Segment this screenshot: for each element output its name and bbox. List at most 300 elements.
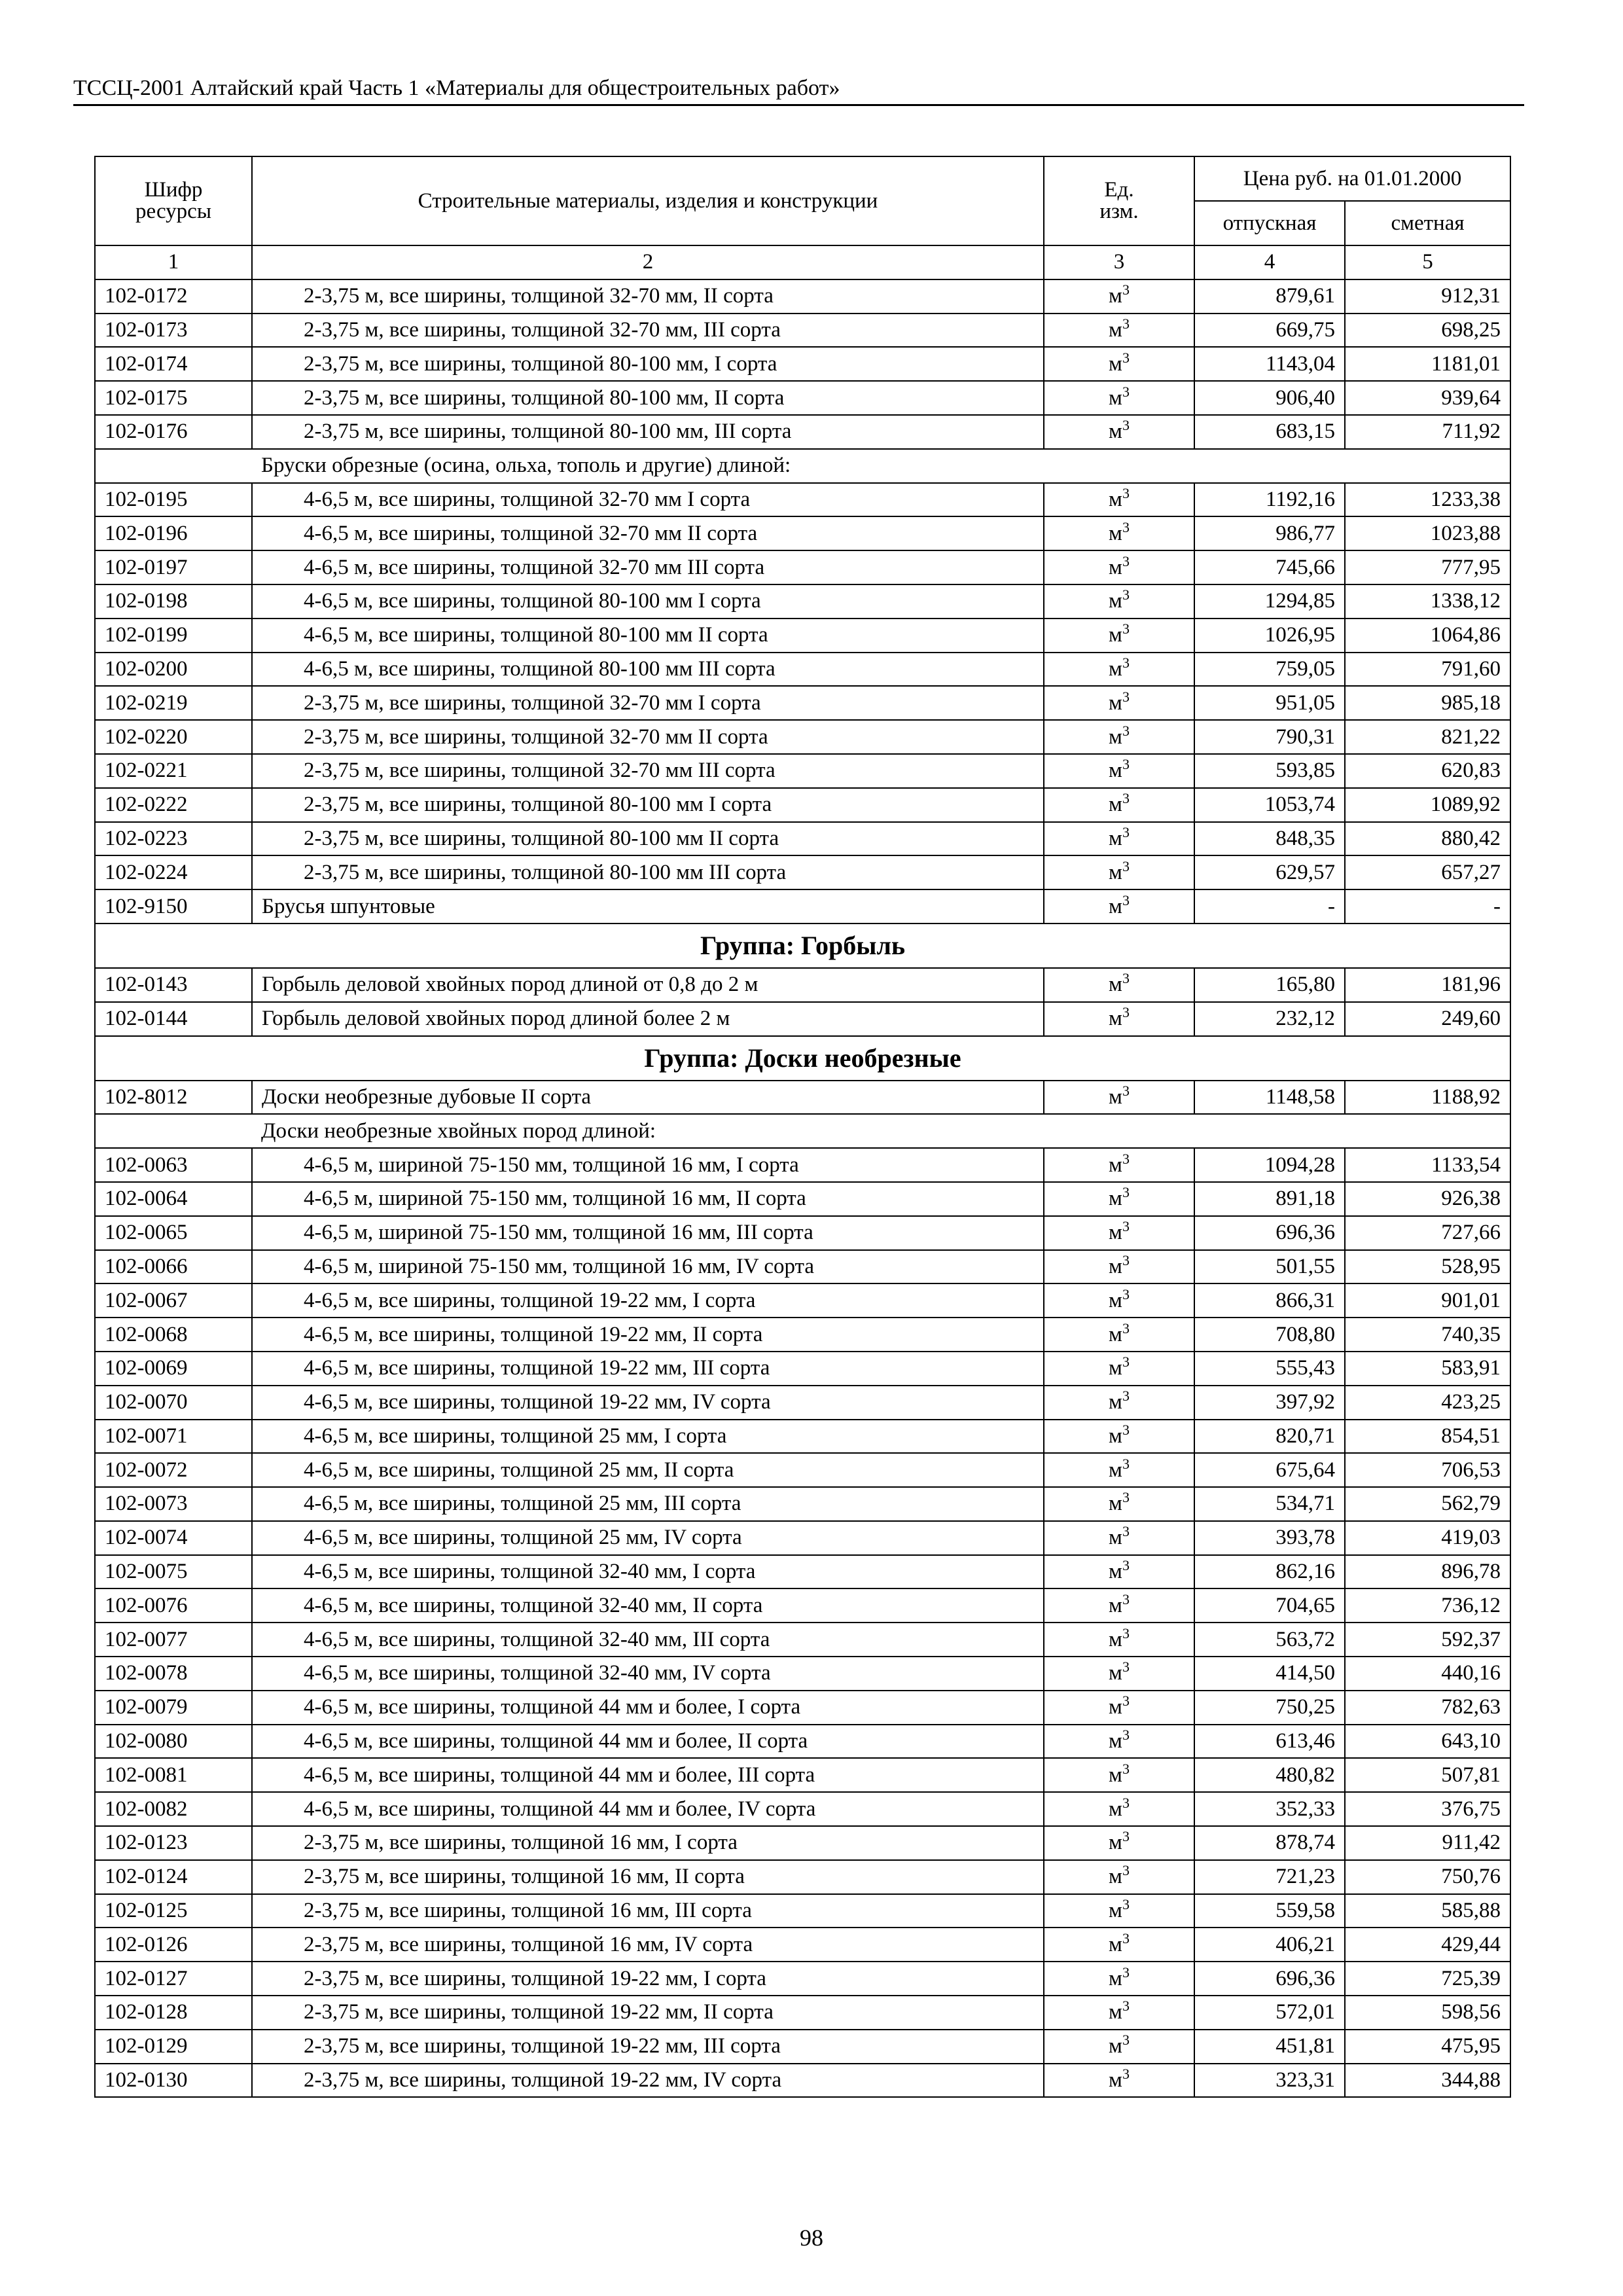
table-row [95,1081,1510,1115]
unit-superscript: 3 [1122,1557,1130,1574]
resource-code: 102-0078 [95,1657,252,1691]
resource-code: 102-0222 [95,788,252,822]
release-price: 393,78 [1194,1521,1345,1555]
resource-code: 102-0195 [95,483,252,517]
resource-code: 102-0219 [95,686,252,720]
unit-cell [1044,1182,1194,1216]
table-row [95,1657,1510,1691]
table-row [95,1002,1510,1036]
unit-superscript: 3 [1122,1354,1130,1371]
estimate-price: 926,38 [1345,1182,1510,1216]
release-price: 572,01 [1194,1996,1345,2030]
resource-code: 102-0144 [95,1002,252,1036]
unit-superscript: 3 [1122,1388,1130,1405]
resource-code: 102-0196 [95,516,252,550]
empty-code-cell [95,449,252,483]
release-price: 669,75 [1194,314,1345,348]
estimate-price: 376,75 [1345,1792,1510,1826]
unit-cell [1044,754,1194,788]
table-row [95,1148,1510,1182]
table-row [95,968,1510,1002]
table-row [95,1826,1510,1860]
unit-cell [1044,653,1194,687]
material-description: Горбыль деловой хвойных пород длиной от 0,8 до 2 м [252,968,1044,1002]
unit-superscript: 3 [1122,518,1130,535]
unit-text: м [1109,860,1122,884]
unit-superscript: 3 [1122,1862,1130,1879]
unit-text: м [1109,1153,1122,1177]
table-row [95,550,1510,584]
estimate-price: - [1345,889,1510,924]
resource-code: 102-0223 [95,822,252,856]
estimate-price: 249,60 [1345,1002,1510,1036]
unit-text: м [1109,420,1122,444]
unit-text: м [1109,1729,1122,1753]
estimate-price: 1338,12 [1345,584,1510,619]
table-row [95,822,1510,856]
column-header-release-price: отпускная [1194,201,1345,245]
material-description: 2-3,75 м, все ширины, толщиной 19-22 мм, I сорта [252,1962,1044,1996]
estimate-price: 1064,86 [1345,619,1510,653]
unit-text: м [1109,351,1122,376]
release-price: 593,85 [1194,754,1345,788]
resource-code: 102-0082 [95,1792,252,1826]
unit-superscript: 3 [1122,1285,1130,1302]
column-header-name: Строительные материалы, изделия и конструкции [252,156,1044,245]
unit-cell [1044,1216,1194,1250]
unit-cell [1044,1623,1194,1657]
unit-superscript: 3 [1122,654,1130,671]
unit-text: м [1109,1899,1122,1923]
material-description: 4-6,5 м, все ширины, толщиной 32-70 мм III сорта [252,550,1044,584]
price-table-body [95,279,1510,2098]
material-description: 4-6,5 м, шириной 75-150 мм, толщиной 16 мм, IV сорта [252,1250,1044,1284]
estimate-price: 1089,92 [1345,788,1510,822]
resource-code: 102-9150 [95,889,252,924]
resource-code: 102-0071 [95,1420,252,1454]
material-description: 2-3,75 м, все ширины, толщиной 32-70 мм, III сорта [252,314,1044,348]
material-description: 4-6,5 м, все ширины, толщиной 80-100 мм III сорта [252,653,1044,687]
unit-cell [1044,686,1194,720]
unit-cell [1044,1386,1194,1420]
release-price: 683,15 [1194,415,1345,449]
unit-cell [1044,381,1194,415]
resource-code: 102-0197 [95,550,252,584]
unit-cell [1044,889,1194,924]
resource-code: 102-8012 [95,1081,252,1115]
material-description: 4-6,5 м, все ширины, толщиной 80-100 мм II сорта [252,619,1044,653]
unit-text: м [1109,973,1122,997]
estimate-price: 791,60 [1345,653,1510,687]
release-price: 721,23 [1194,1860,1345,1894]
unit-cell [1044,415,1194,449]
table-row [95,1352,1510,1386]
estimate-price: 592,37 [1345,1623,1510,1657]
unit-text: м [1109,487,1122,511]
table-row [95,788,1510,822]
unit-text: м [1109,1254,1122,1278]
material-description: 2-3,75 м, все ширины, толщиной 19-22 мм, III сорта [252,2030,1044,2064]
material-description: 2-3,75 м, все ширины, толщиной 80-100 мм III сорта [252,855,1044,889]
unit-cell [1044,968,1194,1002]
release-price: 696,36 [1194,1962,1345,1996]
material-description: 4-6,5 м, шириной 75-150 мм, толщиной 16 мм, II сорта [252,1182,1044,1216]
unit-superscript: 3 [1122,1523,1130,1540]
release-price: 1094,28 [1194,1148,1345,1182]
unit-cell [1044,1657,1194,1691]
page-number: 98 [800,2225,823,2251]
estimate-price: 423,25 [1345,1386,1510,1420]
material-description: 2-3,75 м, все ширины, толщиной 19-22 мм, II сорта [252,1996,1044,2030]
unit-cell [1044,1453,1194,1487]
unit-superscript: 3 [1122,586,1130,603]
resource-code: 102-0143 [95,968,252,1002]
table-row [95,516,1510,550]
estimate-price: 1233,38 [1345,483,1510,517]
release-price: 1294,85 [1194,584,1345,619]
resource-code: 102-0068 [95,1318,252,1352]
estimate-price: 727,66 [1345,1216,1510,1250]
material-description: 4-6,5 м, все ширины, толщиной 19-22 мм, III сорта [252,1352,1044,1386]
resource-code: 102-0175 [95,381,252,415]
table-row [95,1962,1510,1996]
unit-text: м [1109,555,1122,579]
material-description: 4-6,5 м, все ширины, толщиной 44 мм и более, III сорта [252,1758,1044,1792]
material-description: 2-3,75 м, все ширины, толщиной 32-70 мм, II сорта [252,279,1044,314]
unit-cell [1044,1352,1194,1386]
unit-text: м [1109,1187,1122,1211]
table-row [95,1691,1510,1725]
material-description: 2-3,75 м, все ширины, толщиной 16 мм, III сорта [252,1894,1044,1928]
estimate-price: 901,01 [1345,1283,1510,1318]
material-description: 2-3,75 м, все ширины, толщиной 16 мм, IV сорта [252,1928,1044,1962]
material-description: Горбыль деловой хвойных пород длиной более 2 м [252,1002,1044,1036]
unit-text: м [1109,691,1122,715]
material-description: Брусья шпунтовые [252,889,1044,924]
unit-text: м [1109,759,1122,783]
unit-superscript: 3 [1122,1896,1130,1913]
release-price: 397,92 [1194,1386,1345,1420]
unit-text: м [1109,1526,1122,1550]
table-row [95,754,1510,788]
unit-superscript: 3 [1122,1659,1130,1676]
unit-text: м [1109,1356,1122,1380]
unit-superscript: 3 [1122,891,1130,908]
unit-cell [1044,1691,1194,1725]
estimate-price: 1181,01 [1345,347,1510,381]
unit-superscript: 3 [1122,1082,1130,1099]
resource-code: 102-0072 [95,1453,252,1487]
resource-code: 102-0125 [95,1894,252,1928]
release-price: 750,25 [1194,1691,1345,1725]
column-number: 4 [1194,245,1345,279]
unit-text: м [1109,1492,1122,1516]
estimate-price: 821,22 [1345,720,1510,754]
release-price: 879,61 [1194,279,1345,314]
material-description: 4-6,5 м, все ширины, толщиной 32-70 мм II сорта [252,516,1044,550]
unit-superscript: 3 [1122,688,1130,705]
unit-text: м [1109,521,1122,545]
estimate-price: 706,53 [1345,1453,1510,1487]
unit-text: м [1109,1932,1122,1956]
table-row [95,855,1510,889]
unit-superscript: 3 [1122,281,1130,298]
unit-superscript: 3 [1122,1760,1130,1777]
release-price: 759,05 [1194,653,1345,687]
unit-cell [1044,347,1194,381]
table-row [95,1453,1510,1487]
resource-code: 102-0126 [95,1928,252,1962]
table-row [95,653,1510,687]
empty-code-cell [95,1114,252,1148]
release-price: 406,21 [1194,1928,1345,1962]
table-row [95,1318,1510,1352]
unit-cell [1044,720,1194,754]
resource-code: 102-0127 [95,1962,252,1996]
unit-text: м [1109,386,1122,410]
unit-cell [1044,2064,1194,2098]
unit-cell [1044,483,1194,517]
release-price: 745,66 [1194,550,1345,584]
group-heading-row [95,1036,1510,1081]
estimate-price: 740,35 [1345,1318,1510,1352]
unit-cell [1044,1081,1194,1115]
unit-text: м [1109,656,1122,681]
unit-superscript: 3 [1122,1998,1130,2015]
material-description: 4-6,5 м, все ширины, толщиной 32-40 мм, II сорта [252,1588,1044,1623]
estimate-price: 711,92 [1345,415,1510,449]
column-header-price: Цена руб. на 01.01.2000 [1194,156,1510,201]
material-description: 2-3,75 м, все ширины, толщиной 80-100 мм, III сорта [252,415,1044,449]
release-price: 232,12 [1194,1002,1345,1036]
estimate-price: 880,42 [1345,822,1510,856]
document-header-title: ТССЦ-2001 Алтайский край Часть 1 «Материалы для общестроительных работ» [73,76,840,100]
estimate-price: 1133,54 [1345,1148,1510,1182]
resource-code: 102-0128 [95,1996,252,2030]
table-row [95,314,1510,348]
release-price: 862,16 [1194,1555,1345,1589]
unit-cell [1044,619,1194,653]
material-description: 4-6,5 м, все ширины, толщиной 25 мм, I сорта [252,1420,1044,1454]
material-description: 2-3,75 м, все ширины, толщиной 19-22 мм, IV сорта [252,2064,1044,2098]
resource-code: 102-0073 [95,1487,252,1521]
unit-cell [1044,1555,1194,1589]
unit-superscript: 3 [1122,722,1130,739]
resource-code: 102-0174 [95,347,252,381]
release-price: 629,57 [1194,855,1345,889]
material-description: 2-3,75 м, все ширины, толщиной 80-100 мм, II сорта [252,381,1044,415]
unit-cell [1044,2030,1194,2064]
table-row [95,381,1510,415]
unit-text: м [1109,1797,1122,1821]
release-price: 951,05 [1194,686,1345,720]
unit-cell [1044,516,1194,550]
unit-text: м [1109,894,1122,918]
table-row [95,686,1510,720]
material-description: 4-6,5 м, все ширины, толщиной 32-40 мм, IV сорта [252,1657,1044,1691]
unit-superscript: 3 [1122,1251,1130,1268]
group-heading-row [95,924,1510,968]
unit-cell [1044,1928,1194,1962]
estimate-price: 736,12 [1345,1588,1510,1623]
estimate-price: 475,95 [1345,2030,1510,2064]
material-description: 4-6,5 м, все ширины, толщиной 44 мм и более, IV сорта [252,1792,1044,1826]
estimate-price: 985,18 [1345,686,1510,720]
table-row [95,1894,1510,1928]
unit-superscript: 3 [1122,857,1130,874]
unit-superscript: 3 [1122,970,1130,987]
unit-text: м [1109,1221,1122,1245]
material-description: 4-6,5 м, все ширины, толщиной 80-100 мм I сорта [252,584,1044,619]
unit-cell [1044,822,1194,856]
material-description: 2-3,75 м, все ширины, толщиной 16 мм, II сорта [252,1860,1044,1894]
unit-text: м [1109,1661,1122,1685]
unit-text: м [1109,1865,1122,1889]
unit-superscript: 3 [1122,1590,1130,1607]
unit-text: м [1109,725,1122,749]
release-price: 790,31 [1194,720,1345,754]
unit-cell [1044,1487,1194,1521]
unit-superscript: 3 [1122,1964,1130,1981]
estimate-price: 939,64 [1345,381,1510,415]
unit-cell [1044,1758,1194,1792]
material-description: 4-6,5 м, все ширины, толщиной 19-22 мм, II сорта [252,1318,1044,1352]
resource-code: 102-0069 [95,1352,252,1386]
table-row [95,2064,1510,2098]
unit-superscript: 3 [1122,1184,1130,1201]
resource-code: 102-0220 [95,720,252,754]
unit-superscript: 3 [1122,823,1130,840]
release-price: 820,71 [1194,1420,1345,1454]
resource-code: 102-0070 [95,1386,252,1420]
material-description: 4-6,5 м, все ширины, толщиной 32-70 мм I сорта [252,483,1044,517]
table-row [95,1250,1510,1284]
material-description: 4-6,5 м, все ширины, толщиной 25 мм, IV сорта [252,1521,1044,1555]
table-row [95,279,1510,314]
unit-cell [1044,1250,1194,1284]
material-description: 4-6,5 м, все ширины, толщиной 25 мм, II сорта [252,1453,1044,1487]
unit-cell [1044,855,1194,889]
unit-superscript: 3 [1122,1929,1130,1946]
unit-superscript: 3 [1122,484,1130,501]
unit-superscript: 3 [1122,1421,1130,1438]
column-number: 5 [1345,245,1510,279]
estimate-price: 750,76 [1345,1860,1510,1894]
estimate-price: 562,79 [1345,1487,1510,1521]
unit-text: м [1109,1831,1122,1855]
unit-superscript: 3 [1122,2032,1130,2049]
unit-text: м [1109,1458,1122,1482]
release-price: 1192,16 [1194,483,1345,517]
table-row [95,1216,1510,1250]
resource-code: 102-0077 [95,1623,252,1657]
release-price: 704,65 [1194,1588,1345,1623]
table-row [95,1928,1510,1962]
table-row [95,1758,1510,1792]
unit-text: м [1109,317,1122,342]
resource-code: 102-0173 [95,314,252,348]
release-price: 708,80 [1194,1318,1345,1352]
unit-cell [1044,314,1194,348]
estimate-price: 598,56 [1345,1996,1510,2030]
estimate-price: 583,91 [1345,1352,1510,1386]
unit-cell [1044,1283,1194,1318]
resource-code: 102-0064 [95,1182,252,1216]
material-description: 4-6,5 м, все ширины, толщиной 32-40 мм, I сорта [252,1555,1044,1589]
unit-cell [1044,1002,1194,1036]
unit-text: м [1109,1424,1122,1448]
unit-superscript: 3 [1122,315,1130,332]
material-description: Доски необрезные дубовые II сорта [252,1081,1044,1115]
unit-cell [1044,1826,1194,1860]
unit-superscript: 3 [1122,349,1130,366]
resource-code: 102-0221 [95,754,252,788]
unit-cell [1044,1962,1194,1996]
unit-text: м [1109,1085,1122,1109]
unit-cell [1044,1894,1194,1928]
release-price: 534,71 [1194,1487,1345,1521]
resource-code: 102-0063 [95,1148,252,1182]
release-price: 480,82 [1194,1758,1345,1792]
material-description: 2-3,75 м, все ширины, толщиной 80-100 мм I сорта [252,788,1044,822]
resource-code: 102-0066 [95,1250,252,1284]
column-header-unit: Ед. изм. [1044,156,1194,245]
estimate-price: 344,88 [1345,2064,1510,2098]
unit-text: м [1109,2034,1122,2058]
material-description: 2-3,75 м, все ширины, толщиной 80-100 мм II сорта [252,822,1044,856]
release-price: 414,50 [1194,1657,1345,1691]
release-price: 555,43 [1194,1352,1345,1386]
release-price: 1026,95 [1194,619,1345,653]
resource-code: 102-0124 [95,1860,252,1894]
material-description: 4-6,5 м, все ширины, толщиной 44 мм и более, I сорта [252,1691,1044,1725]
estimate-price: 854,51 [1345,1420,1510,1454]
table-row [95,1487,1510,1521]
release-price: 165,80 [1194,968,1345,1002]
group-heading: Группа: Горбыль [95,924,1510,968]
estimate-price: 643,10 [1345,1725,1510,1759]
unit-superscript: 3 [1122,417,1130,434]
resource-code: 102-0129 [95,2030,252,2064]
unit-cell [1044,1792,1194,1826]
column-header-estimate-price: сметная [1345,201,1510,245]
unit-cell [1044,584,1194,619]
material-description: 2-3,75 м, все ширины, толщиной 32-70 мм I сорта [252,686,1044,720]
material-description: 4-6,5 м, все ширины, толщиной 19-22 мм, IV сорта [252,1386,1044,1420]
unit-superscript: 3 [1122,1693,1130,1710]
resource-code: 102-0067 [95,1283,252,1318]
unit-cell [1044,279,1194,314]
unit-cell [1044,1860,1194,1894]
release-price: 891,18 [1194,1182,1345,1216]
release-price: 323,31 [1194,2064,1345,2098]
unit-superscript: 3 [1122,790,1130,807]
estimate-price: 896,78 [1345,1555,1510,1589]
material-description: 4-6,5 м, все ширины, толщиной 44 мм и более, II сорта [252,1725,1044,1759]
table-row [95,415,1510,449]
estimate-price: 912,31 [1345,279,1510,314]
unit-superscript: 3 [1122,552,1130,569]
unit-superscript: 3 [1122,1004,1130,1021]
unit-text: м [1109,1695,1122,1719]
unit-cell [1044,788,1194,822]
release-price: 675,64 [1194,1453,1345,1487]
resource-code: 102-0080 [95,1725,252,1759]
unit-superscript: 3 [1122,1319,1130,1336]
unit-superscript: 3 [1122,1218,1130,1235]
resource-code: 102-0123 [95,1826,252,1860]
estimate-price: 585,88 [1345,1894,1510,1928]
